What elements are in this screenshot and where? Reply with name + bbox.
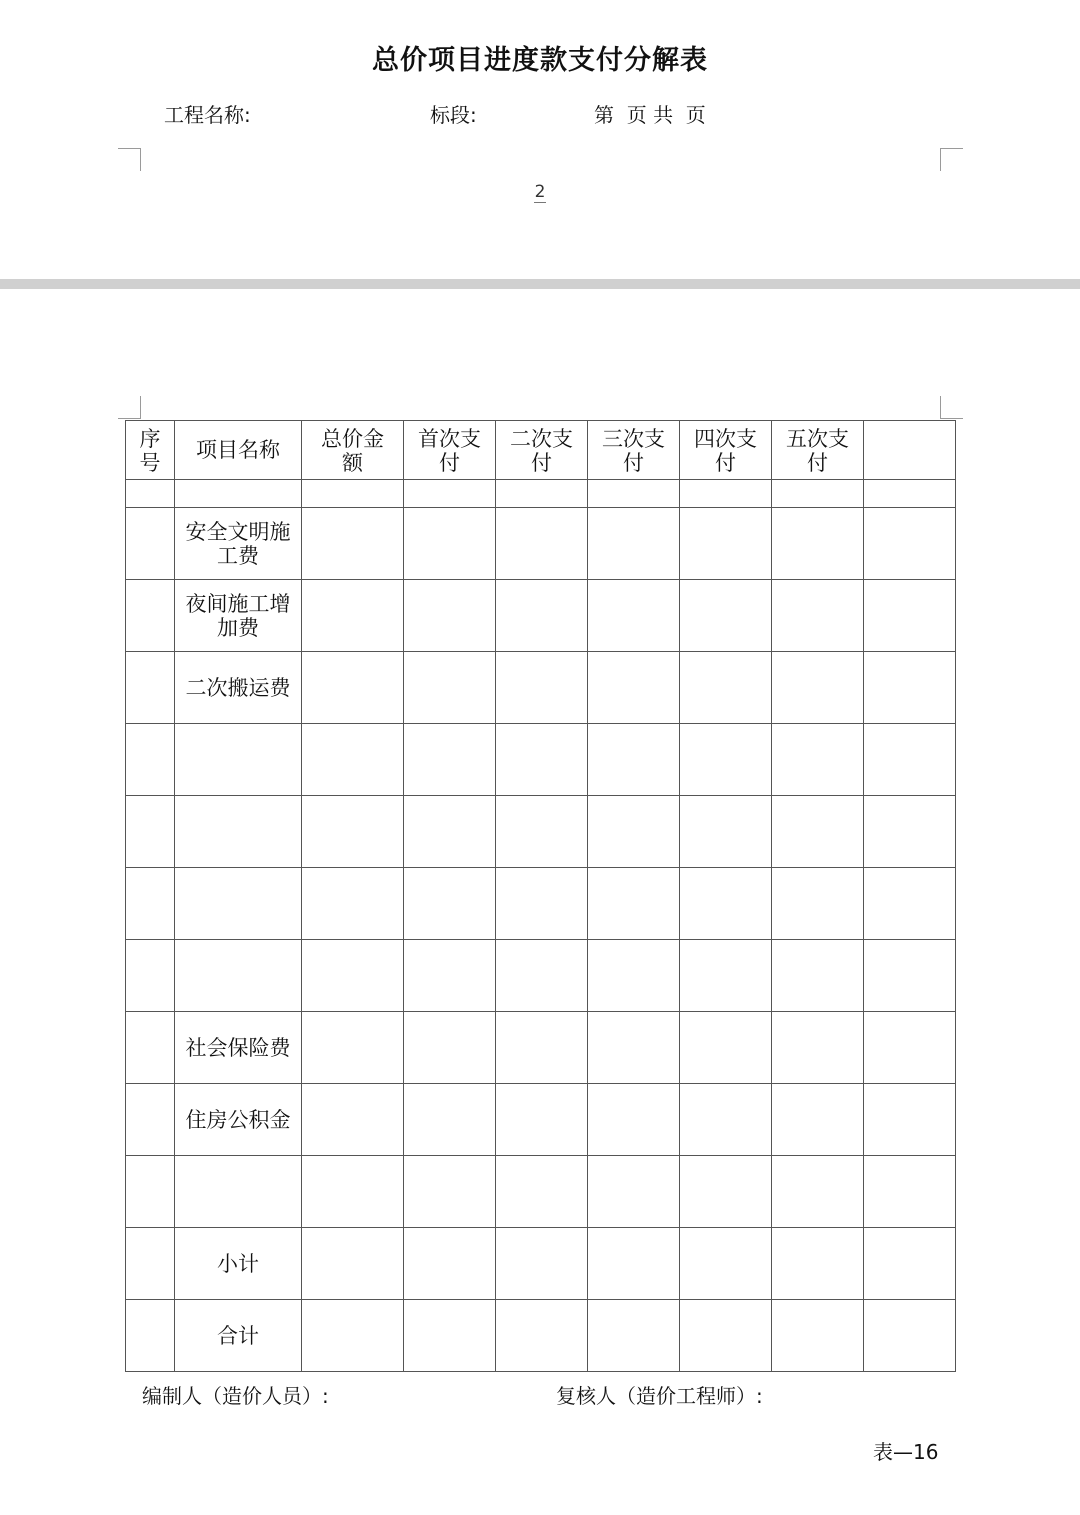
table-cell xyxy=(404,1300,496,1372)
item-name-cell xyxy=(175,480,302,508)
header-cell-index: 序 号 xyxy=(126,421,175,480)
table-cell xyxy=(404,940,496,1012)
table-cell xyxy=(496,1012,588,1084)
table-cell xyxy=(680,508,772,580)
table-cell xyxy=(496,580,588,652)
table-cell xyxy=(496,508,588,580)
table-cell xyxy=(302,1012,404,1084)
table-cell xyxy=(302,796,404,868)
table-row xyxy=(126,724,956,796)
table-cell xyxy=(680,1300,772,1372)
table-cell xyxy=(864,868,956,940)
item-name-cell: 合计 xyxy=(175,1300,302,1372)
table-cell xyxy=(496,480,588,508)
table-cell xyxy=(588,796,680,868)
table-cell xyxy=(588,1300,680,1372)
table-cell xyxy=(302,1156,404,1228)
margin-corner-top-left xyxy=(118,148,141,171)
table-row xyxy=(126,868,956,940)
table-cell xyxy=(588,940,680,1012)
table-cell xyxy=(588,1156,680,1228)
table-cell xyxy=(864,1156,956,1228)
table-cell xyxy=(302,868,404,940)
reviewer-label: 复核人（造价工程师）: xyxy=(556,1384,763,1408)
table-cell xyxy=(680,1228,772,1300)
table-row xyxy=(126,1300,956,1372)
table-cell xyxy=(126,940,175,1012)
table-cell xyxy=(588,1084,680,1156)
header-cell-extra xyxy=(864,421,956,480)
table-cell xyxy=(772,480,864,508)
page-number xyxy=(0,182,1080,202)
table-cell xyxy=(680,1156,772,1228)
table-cell xyxy=(302,580,404,652)
table-cell xyxy=(864,580,956,652)
page-count-label: 第 页 共 页 xyxy=(594,103,706,127)
section-label: 标段: xyxy=(430,103,477,127)
table-cell xyxy=(302,1228,404,1300)
table-row xyxy=(126,1084,956,1156)
item-name-cell: 住房公积金 xyxy=(175,1084,302,1156)
item-name-cell xyxy=(175,1156,302,1228)
table-cell xyxy=(126,580,175,652)
table-cell xyxy=(864,724,956,796)
margin-corner-top-right xyxy=(940,148,963,171)
table-cell xyxy=(404,1228,496,1300)
table-cell xyxy=(772,1084,864,1156)
table-cell xyxy=(496,796,588,868)
table-cell xyxy=(680,940,772,1012)
margin-corner-bottom-right xyxy=(940,396,963,419)
table-row xyxy=(126,1156,956,1228)
table-header-row xyxy=(126,421,956,480)
table-cell xyxy=(496,1084,588,1156)
table-row xyxy=(126,580,956,652)
table-cell xyxy=(772,652,864,724)
table-cell xyxy=(302,480,404,508)
table-cell xyxy=(126,1084,175,1156)
table-cell xyxy=(404,1156,496,1228)
table-cell xyxy=(302,652,404,724)
table-row xyxy=(126,1228,956,1300)
table-cell xyxy=(772,1156,864,1228)
item-name-cell xyxy=(175,868,302,940)
table-cell xyxy=(496,868,588,940)
table-row xyxy=(126,508,956,580)
table-cell xyxy=(302,940,404,1012)
table-cell xyxy=(588,508,680,580)
table-cell xyxy=(588,868,680,940)
item-name-cell: 二次搬运费 xyxy=(175,652,302,724)
item-name-cell: 夜间施工增 加费 xyxy=(175,580,302,652)
table-cell xyxy=(588,652,680,724)
header-cell-pay-3: 三次支 付 xyxy=(588,421,680,480)
table-cell xyxy=(772,508,864,580)
table-cell xyxy=(772,724,864,796)
header-cell-total: 总价金 额 xyxy=(302,421,404,480)
item-name-cell xyxy=(175,724,302,796)
table-cell xyxy=(404,796,496,868)
table-row xyxy=(126,796,956,868)
table-cell xyxy=(404,652,496,724)
table-cell xyxy=(126,724,175,796)
header-cell-pay-1: 首次支 付 xyxy=(404,421,496,480)
header-cell-pay-4: 四次支 付 xyxy=(680,421,772,480)
table-cell xyxy=(126,1228,175,1300)
table-cell xyxy=(496,724,588,796)
table-cell xyxy=(864,508,956,580)
table-cell xyxy=(126,652,175,724)
table-cell xyxy=(588,480,680,508)
table-cell xyxy=(302,508,404,580)
table-cell xyxy=(680,868,772,940)
item-name-cell: 小计 xyxy=(175,1228,302,1300)
table-cell xyxy=(404,724,496,796)
table-row xyxy=(126,480,956,508)
table-cell xyxy=(864,796,956,868)
table-cell xyxy=(772,796,864,868)
table-cell xyxy=(772,1300,864,1372)
table-cell xyxy=(126,868,175,940)
table-row xyxy=(126,652,956,724)
table-cell xyxy=(496,940,588,1012)
item-name-cell xyxy=(175,940,302,1012)
table-cell xyxy=(126,480,175,508)
item-name-cell: 社会保险费 xyxy=(175,1012,302,1084)
table-cell xyxy=(680,480,772,508)
table-cell xyxy=(864,652,956,724)
table-body xyxy=(126,480,956,1372)
table-cell xyxy=(772,868,864,940)
table-cell xyxy=(496,652,588,724)
table-cell xyxy=(302,1084,404,1156)
margin-corner-bottom-left xyxy=(118,396,141,419)
table-cell xyxy=(404,508,496,580)
table-cell xyxy=(680,652,772,724)
table-cell xyxy=(126,508,175,580)
table-cell xyxy=(864,1012,956,1084)
table-cell xyxy=(404,868,496,940)
table-row xyxy=(126,940,956,1012)
preparer-label: 编制人（造价人员）: xyxy=(142,1384,329,1408)
page-separator xyxy=(0,279,1080,289)
table-cell xyxy=(404,1012,496,1084)
table-cell xyxy=(588,1228,680,1300)
table-cell xyxy=(680,724,772,796)
table-cell xyxy=(302,1300,404,1372)
table-cell xyxy=(496,1300,588,1372)
page-number-text: 2 xyxy=(534,182,546,202)
table-cell xyxy=(864,1300,956,1372)
page-title: 总价项目进度款支付分解表 xyxy=(372,45,708,76)
table-cell xyxy=(772,1228,864,1300)
header-cell-pay-5: 五次支 付 xyxy=(772,421,864,480)
table-cell xyxy=(772,1012,864,1084)
table-number: 表—16 xyxy=(873,1440,939,1464)
table-cell xyxy=(496,1228,588,1300)
table-cell xyxy=(126,1012,175,1084)
table-cell xyxy=(126,1156,175,1228)
table-cell xyxy=(864,1084,956,1156)
table-cell xyxy=(680,580,772,652)
table-cell xyxy=(680,1012,772,1084)
table-cell xyxy=(864,1228,956,1300)
table-cell xyxy=(864,480,956,508)
table-cell xyxy=(680,796,772,868)
table-cell xyxy=(404,480,496,508)
table-cell xyxy=(404,1084,496,1156)
project-name-label: 工程名称: xyxy=(164,103,251,127)
table-cell xyxy=(404,580,496,652)
table-cell xyxy=(864,940,956,1012)
header-cell-item-name: 项目名称 xyxy=(175,421,302,480)
table-cell xyxy=(772,580,864,652)
header-cell-pay-2: 二次支 付 xyxy=(496,421,588,480)
table-cell xyxy=(496,1156,588,1228)
table-row xyxy=(126,1012,956,1084)
table-cell xyxy=(588,724,680,796)
item-name-cell xyxy=(175,796,302,868)
table-cell xyxy=(772,940,864,1012)
table-cell xyxy=(680,1084,772,1156)
payment-breakdown-table xyxy=(125,420,956,1372)
table-cell xyxy=(302,724,404,796)
table-cell xyxy=(126,1300,175,1372)
table-cell xyxy=(588,1012,680,1084)
item-name-cell: 安全文明施 工费 xyxy=(175,508,302,580)
table-cell xyxy=(126,796,175,868)
table-cell xyxy=(588,580,680,652)
